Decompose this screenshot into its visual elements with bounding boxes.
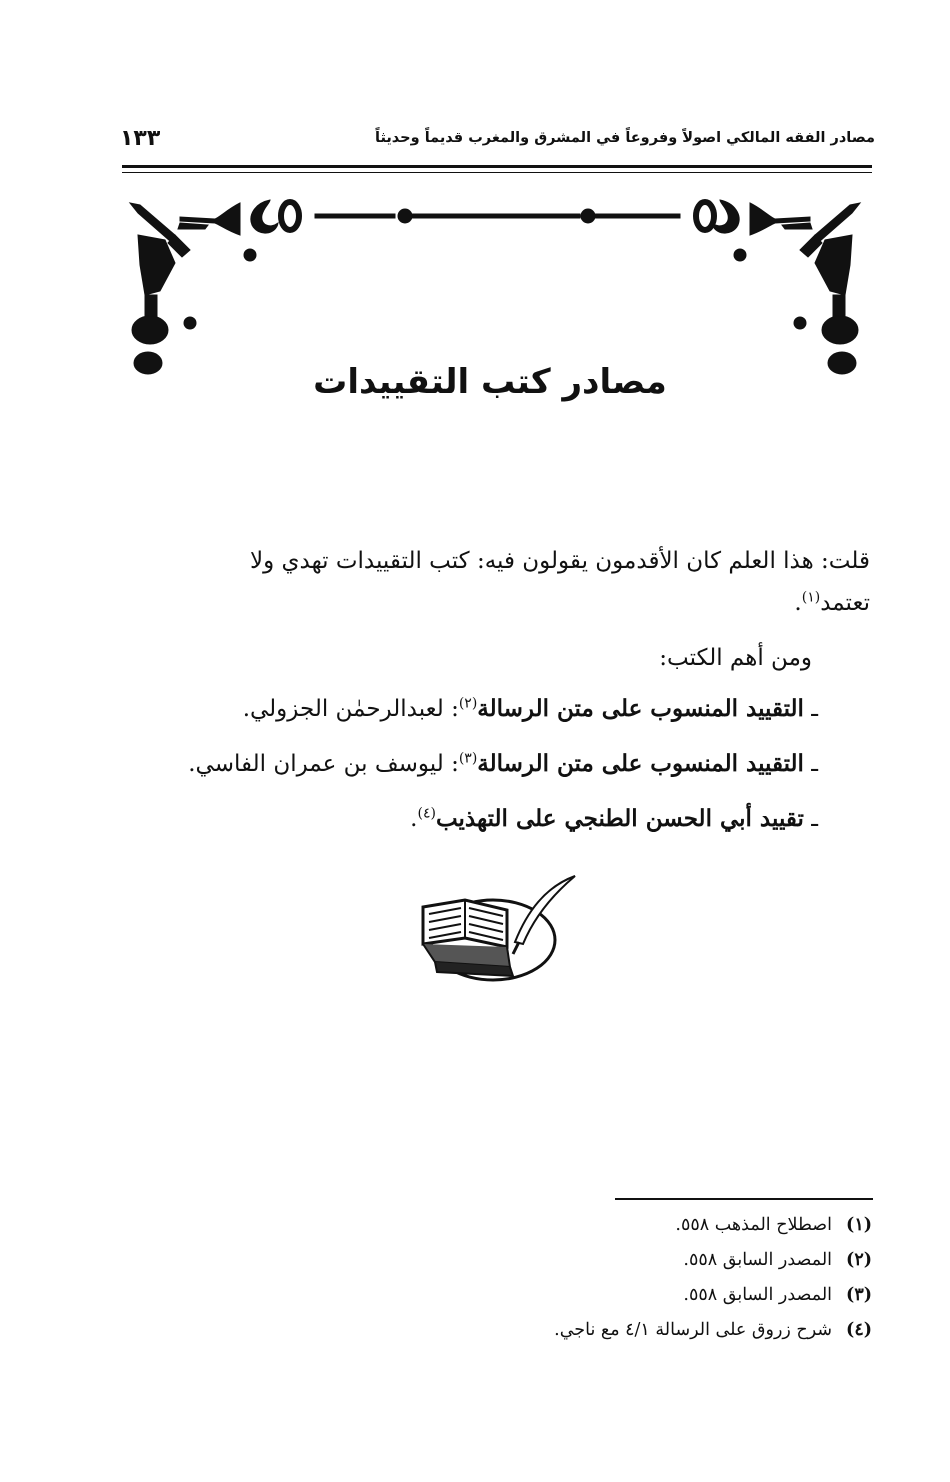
- footnote-item: [683, 1250, 872, 1270]
- footnote-ref-4: (٤): [417, 805, 436, 822]
- chapter-title: مصادر كتب التقييدات: [313, 362, 667, 402]
- running-header: مصادر الفقه المالكي اصولاً وفروعاً في المشرق والمغرب قديماً وحديثاً: [375, 130, 875, 146]
- header-rule-thick: [122, 165, 872, 168]
- footnote-separator: [615, 1198, 873, 1200]
- footnote-ref-1: (١): [801, 589, 821, 606]
- footnote-text: شرح زروق على الرسالة ٤/١ مع ناجي.: [554, 1320, 833, 1340]
- footnote-item: [554, 1320, 872, 1340]
- page-number: ١٣٣: [120, 126, 161, 151]
- list-item-bullet: ـ: [811, 751, 818, 777]
- footnote-text: اصطلاح المذهب ٥٥٨.: [675, 1215, 833, 1235]
- list-item-bullet: ـ: [811, 806, 818, 832]
- list-item-rest: : لعبدالرحمٰن الجزولي.: [242, 696, 459, 722]
- footnote-number: (١): [846, 1215, 872, 1235]
- footnote-number: (٤): [846, 1320, 872, 1340]
- intro-line-2-text: تعتمد: [820, 590, 870, 616]
- header-rule-thin: [122, 172, 872, 173]
- footnote-item: [675, 1215, 872, 1235]
- list-item-title: التقييد المنسوب على متن الرسالة: [477, 750, 804, 777]
- list-item: [243, 686, 818, 732]
- footnote-text: المصدر السابق ٥٥٨.: [683, 1285, 833, 1305]
- footnote-item: [683, 1285, 872, 1305]
- list-item: [188, 741, 818, 787]
- list-heading: ومن أهم الكتب:: [659, 645, 812, 671]
- book-quill-emblem: [415, 872, 580, 987]
- footnote-number: (٢): [846, 1250, 872, 1270]
- intro-paragraph-line-2: [794, 580, 870, 626]
- list-item-rest: : ليوسف بن عمران الفاسي.: [188, 751, 459, 777]
- footnote-ref-2: (٢): [458, 695, 478, 712]
- list-item-rest: .: [410, 806, 418, 832]
- footnote-ref-3: (٣): [458, 750, 478, 767]
- intro-paragraph-line-1: قلت: هذا العلم كان الأقدمون يقولون فيه: كتب التقييدات تهدي ولا: [249, 548, 870, 574]
- footnote-number: (٣): [846, 1285, 872, 1305]
- list-item: [410, 796, 818, 842]
- list-item-bullet: ـ: [811, 696, 818, 722]
- list-item-title: تقييد أبي الحسن الطنجي على التهذيب: [435, 805, 804, 832]
- list-item-title: التقييد المنسوب على متن الرسالة: [477, 695, 804, 722]
- intro-line-2-end: .: [794, 590, 802, 616]
- footnote-text: المصدر السابق ٥٥٨.: [683, 1250, 833, 1270]
- ornament-frame: [120, 195, 870, 385]
